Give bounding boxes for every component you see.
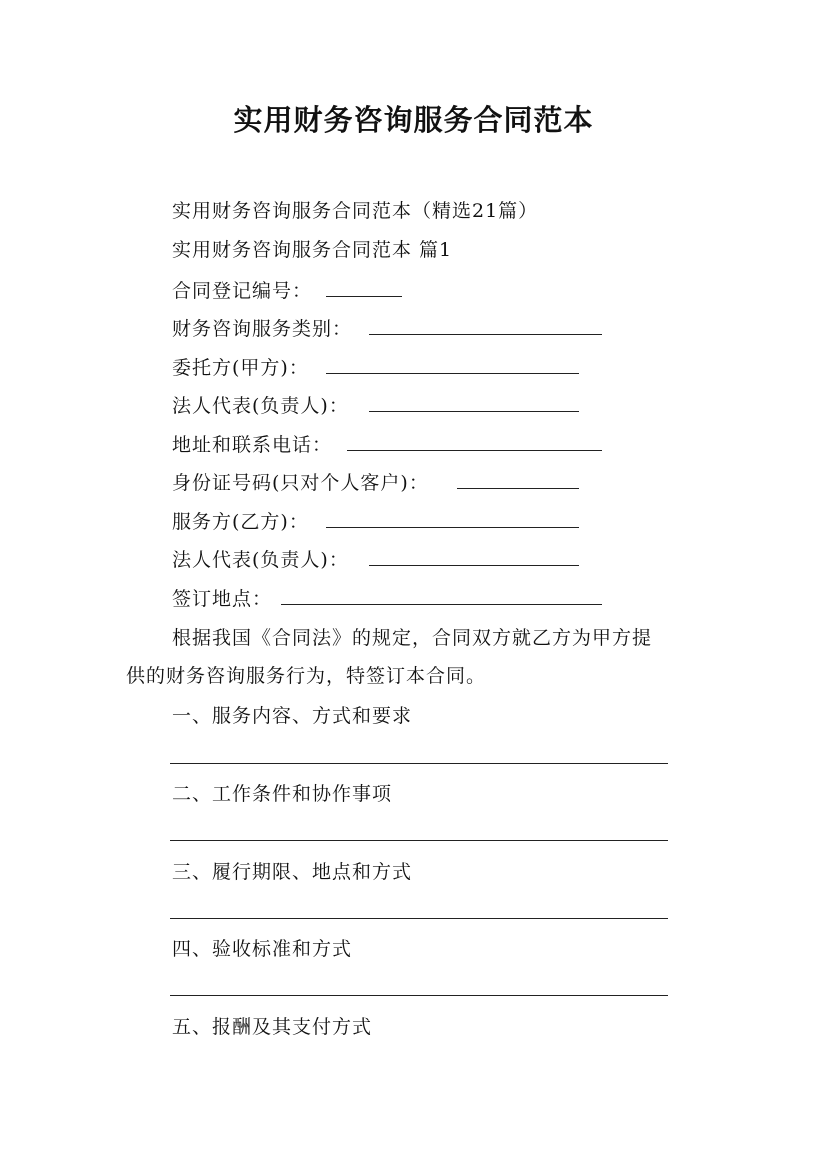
- clause-heading: 二、工作条件和协作事项: [172, 783, 393, 805]
- subtitle-line: 实用财务咨询服务合同范本（精选21篇）: [172, 200, 539, 222]
- blank-address-phone[interactable]: [347, 450, 602, 451]
- clause-heading: 一、服务内容、方式和要求: [172, 705, 413, 727]
- field-label-provider: 服务方(乙方)：: [172, 511, 309, 533]
- field-label-contract-number: 合同登记编号：: [172, 280, 313, 302]
- blank-clause-4[interactable]: [170, 995, 668, 996]
- field-label-service-category: 财务咨询服务类别：: [172, 318, 353, 340]
- section-heading: 实用财务咨询服务合同范本 篇1: [172, 239, 453, 261]
- field-label-id-number: 身份证号码(只对个人客户)：: [172, 472, 429, 494]
- field-label-address-phone: 地址和联系电话：: [172, 434, 333, 456]
- blank-id-number[interactable]: [457, 488, 579, 489]
- blank-provider-representative[interactable]: [369, 565, 579, 566]
- document-title: 实用财务咨询服务合同范本: [233, 103, 594, 137]
- blank-client-representative[interactable]: [369, 411, 579, 412]
- blank-signing-place[interactable]: [281, 604, 602, 605]
- blank-contract-number[interactable]: [326, 296, 402, 297]
- blank-client[interactable]: [326, 373, 579, 374]
- clause-heading: 四、验收标准和方式: [172, 938, 353, 960]
- field-label-client: 委托方(甲方)：: [172, 357, 309, 379]
- paragraph-line: 根据我国《合同法》的规定，合同双方就乙方为甲方提: [172, 627, 653, 649]
- blank-clause-3[interactable]: [170, 918, 668, 919]
- blank-service-category[interactable]: [369, 334, 602, 335]
- clause-heading: 五、报酬及其支付方式: [172, 1016, 373, 1038]
- blank-provider[interactable]: [326, 527, 579, 528]
- field-label-provider-representative: 法人代表(负责人)：: [172, 549, 349, 571]
- blank-clause-1[interactable]: [170, 763, 668, 764]
- blank-clause-2[interactable]: [170, 840, 668, 841]
- clause-heading: 三、履行期限、地点和方式: [172, 861, 413, 883]
- paragraph-line: 供的财务咨询服务行为，特签订本合同。: [126, 665, 487, 687]
- field-label-client-representative: 法人代表(负责人)：: [172, 395, 349, 417]
- field-label-signing-place: 签订地点：: [172, 588, 273, 610]
